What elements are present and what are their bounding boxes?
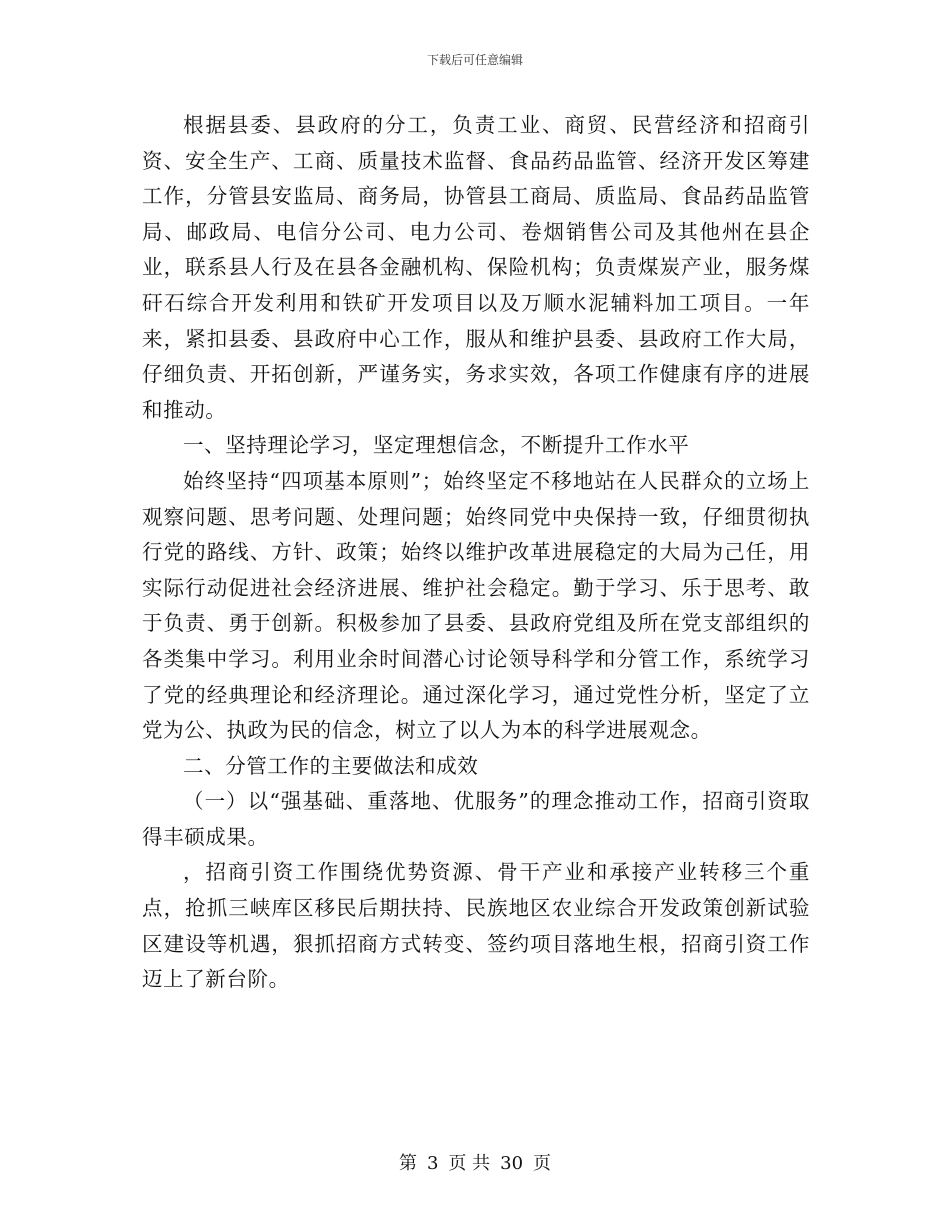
paragraph-investment: ，招商引资工作围绕优势资源、骨干产业和承接产业转移三个重点，抢抓三峡库区移民后期扶持、民族地区农业综合开发政策创新试验区建设等机遇，狠抓招商方式转变、签约项目落地生根，招商引资工作迈上了新台阶。 [142,860,810,992]
subsection-heading-investment: （一）以“强基础、重落地、优服务”的理念推动工作，招商引资取得丰硕成果。 [142,789,810,849]
page-footer [0,1152,950,1176]
page-current-number: 3 [426,1153,439,1174]
paragraph-theory-study: 始终坚持“四项基本原则”；始终坚定不移地站在人民群众的立场上观察问题、思考问题、处理问题；始终同党中央保持一致，仔细贯彻执行党的路线、方针、政策；始终以维护改革进展稳定的大局为己任，用实际行动促进社会经济进展、维护社会稳定。勤于学习、乐于思考、敢于负责、勇于创新。积极参加了县委、县政府党组及所在党支部组织的各类集中学习。利用业余时间潜心讨论领导科学和分管工作，系统学习了党的经典理论和经济理论。通过深化学习，通过党性分析，坚定了立党为公、执政为民的信念，树立了以人为本的科学进展观念。 [142,468,810,743]
section-heading-theory-study: 一、坚持理论学习，坚定理想信念，不断提升工作水平 [183,433,690,458]
page-total-number: 30 [500,1153,524,1174]
document-body [142,108,810,998]
page-label-mid: 页 共 [448,1153,491,1174]
page-label-prefix: 第 [398,1153,417,1174]
page-header-note: 下载后可任意编辑 [426,53,523,67]
page-label-suffix: 页 [533,1153,552,1174]
section-heading-main-practices: 二、分管工作的主要做法和成效 [183,753,479,778]
paragraph-responsibilities: 根据县委、县政府的分工，负责工业、商贸、民营经济和招商引资、安全生产、工商、质量技术监督、食品药品监管、经济开发区筹建工作，分管县安监局、商务局，协管县工商局、质监局、食品药品监管局、邮政局、电信分公司、电力公司、卷烟销售公司及其他州在县企业，联系县人行及在县各金融机构、保险机构；负责煤炭产业，服务煤矸石综合开发利用和铁矿开发项目以及万顺水泥辅料加工项目。一年来，紧扣县委、县政府中心工作，服从和维护县委、县政府工作大局，仔细负责、开拓创新，严谨务实，务求实效，各项工作健康有序的进展和推动。 [142,113,810,422]
